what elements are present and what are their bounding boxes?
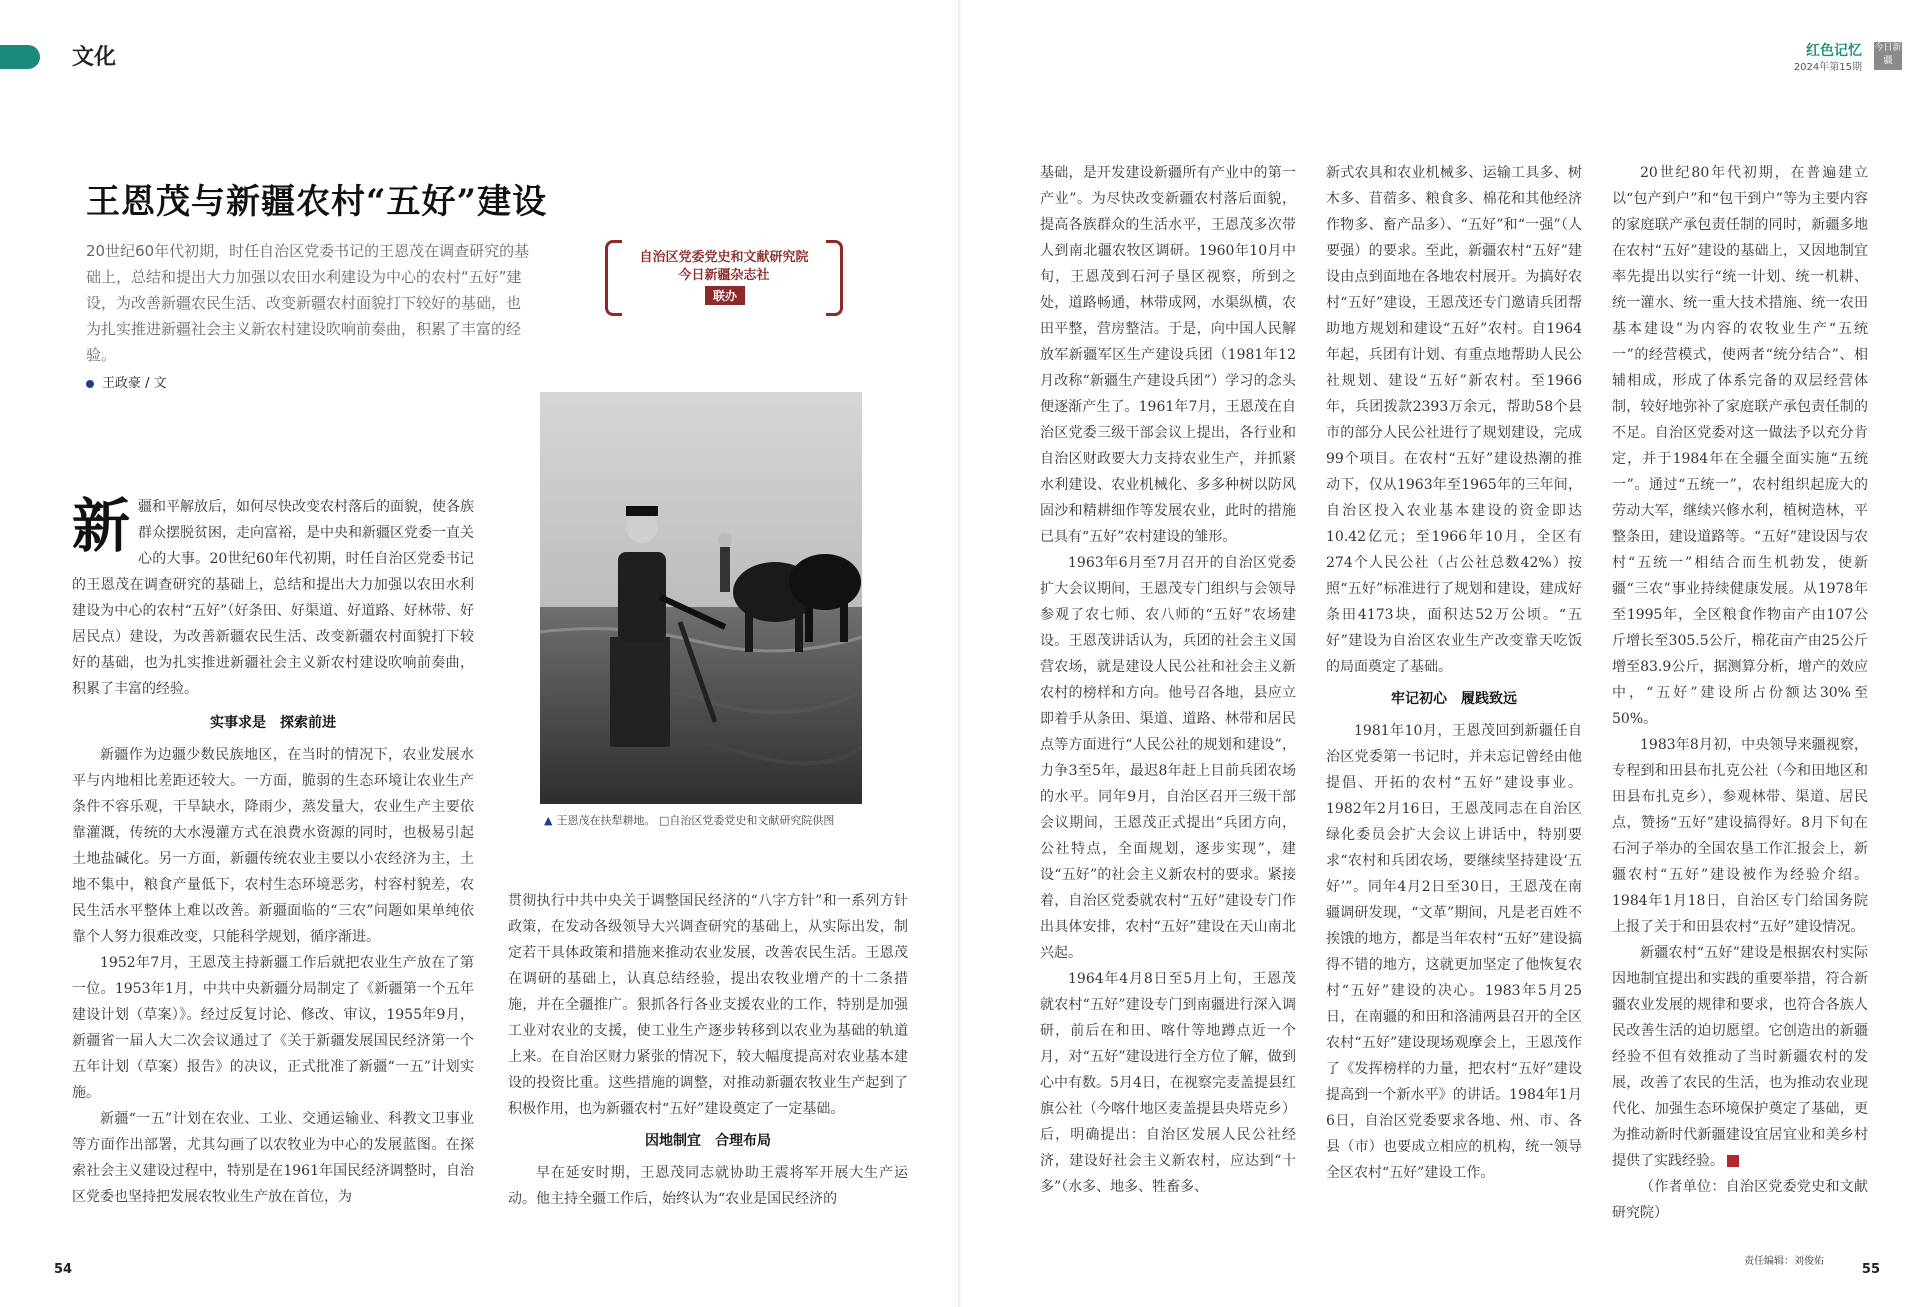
article-lead: 20世纪60年代初期，时任自治区党委书记的王恩茂在调查研究的基础上，总结和提出大力加强以农田水利建设为中心的农村“五好”建设，为改善新疆农民生活、改变新疆农村面貌打下较好的基础，也为扎实推进新疆社会主义新农村建设吹响前奏曲，积累了丰富的经验。 [86,242,530,364]
page-number-left: 54 [54,1262,73,1277]
column-5 [1612,160,1868,1226]
magazine-logo [1762,40,1902,72]
col4-paragraph-1: 1981年10月，王恩茂回到新疆任自治区党委第一书记时，并未忘记曾经由他提倡、开拓的农村“五好”建设事业。1982年2月16日，王恩茂同志在自治区绿化委员会扩大会议上讲话中，特别要求“农村和兵团农场，要继续坚持建设‘五好’”。同年4月2日至30日，王恩茂在南疆调研发现，“文革”期间，凡是老百姓不挨饿的地方，都是当年农村“五好”建设搞得不错的地方，这就更加坚定了他恢复农村“五好”建设的决心。1983年5月25日，在南疆的和田和洛浦两县召开的全区农村“五好”建设现场观摩会上，王恩茂作了《发挥榜样的力量，把农村“五好”建设提高到一个新水平》的讲话。1984年1月6日，自治区党委要求各地、州、市、各县（市）也要成立相应的机构，统一领导全区农村“五好”建设工作。 [1326,723,1582,1181]
column-4 [1326,160,1582,1186]
photo-illustration [540,392,862,804]
col1-paragraph-3: 新疆“一五”计划在农业、工业、交通运输业、科教文卫事业等方面作出部署，尤其勾画了以农牧业为中心的发展蓝图。在探索社会主义建设过程中，特别是在1961年国民经济调整时，自治区党委也坚持把发展农牧业生产放在首位，为 [72,1111,474,1205]
drop-cap: 新 [72,492,131,560]
org-line-1: 自治区党委党史和文献研究院 [639,250,809,265]
col3-paragraph-1: 1963年6月至7月召开的自治区党委扩大会议期间，王恩茂专门组织与会领导参观了农七师、农八师的“五好”农场建设。王恩茂讲话认为，兵团的社会主义国营农场，就是建设人民公社和社会主义新农村的榜样和方向。他号召各地，县应立即着手从条田、渠道、道路、林带和居民点等方面进行“人民公社的规划和建设”，力争3至5年，最迟8年赶上目前兵团农场的水平。同年9月，自治区召开三级干部会议期间，王恩茂正式提出“兵团方向，公社特点，全面规划，逐步实现”，建设“五好”的社会主义新农村的要求。紧接着，自治区党委就农村“五好”建设专门作出具体安排，农村“五好”建设在天山南北兴起。 [1040,555,1296,961]
bullet-icon [86,380,94,388]
section-label: 文化 [72,45,117,70]
issue-label: 2024年第15期 [1793,62,1862,73]
org-tag: 联办 [705,286,745,305]
page-number-right: 55 [1861,1262,1880,1277]
col3-paragraph-2: 1964年4月8日至5月上旬，王恩茂就农村“五好”建设专门到南疆进行深入调研，前后在和田、喀什等地蹲点近一个月，对“五好”建设进行全方位了解，做到心中有数。5月4日，在视察完麦盖提县红旗公社（今喀什地区麦盖提县央塔克乡）后，明确提出：自治区发展人民公社经济，建设好社会主义新农村，应达到“十多”（水多、地多、牲畜多、 [1040,971,1296,1195]
magazine-name: 红色记忆 [1806,43,1862,59]
col1-paragraph-1: 新疆作为边疆少数民族地区，在当时的情况下，农业发展水平与内地相比差距还较大。一方面，脆弱的生态环境让农业生产条件不容乐观，干旱缺水，降雨少，蒸发量大，农业生产主要依靠灌溉，传统的大水漫灌方式在浪费水资源的同时，也极易引起土地盐碱化。另一方面，新疆传统农业主要以小农经济为主，土地不集中，粮食产量低下，农村生态环境恶劣，村容村貌差，农民生活水平整体上难以改善。新疆面临的“三农”问题如果单纯依靠个人努力很难改变，只能科学规划，循序渐进。 [72,747,474,945]
col4-paragraph-0: 新式农具和农业机械多、运输工具多、树木多、苜蓿多、粮食多、棉花和其他经济作物多、畜产品多）、“五好”和“一强”（人要强）的要求。至此，新疆农村“五好”建设由点到面地在各地农村展开。为搞好农村“五好”建设，王恩茂还专门邀请兵团帮助地方规划和建设“五好”农村。自1964年起，兵团有计划、有重点地帮助人民公社规划、建设“五好”新农村。至1966年，兵团拨款2393万余元，帮助58个县市的部分人民公社进行了规划建设，完成99个项目。在农村“五好”建设热潮的推动下，仅从1963年至1965年的三年间，自治区投入农业基本建设的资金即达10.42亿元；至1966年10月，全区有274个人民公社（占公社总数42%）按照“五好”标准进行了规划和建设，建成好条田4173块，面积达52万公顷。“五好”建设为自治区农业生产改变靠天吃饭的局面奠定了基础。 [1326,165,1582,675]
article-title: 王恩茂与新疆农村“五好”建设 [86,182,548,222]
col3-paragraph-0: 基础，是开发建设新疆所有产业中的第一产业”。为尽快改变新疆农村落后面貌，提高各族群众的生活水平，王恩茂多次带人到南北疆农牧区调研。1960年10月中旬，王恩茂到石河子垦区视察，所到之处，道路畅通，林带成网，水渠纵横，农田平整，营房整洁。于是，向中国人民解放军新疆军区生产建设兵团（1981年12月改称“新疆生产建设兵团”）学习的念头便逐渐产生了。1961年7月，王恩茂在自治区党委三级干部会议上提出，各行业和自治区财政要大力支持农业生产，并抓紧水利建设、农业机械化、多多种树以防风固沙和精耕细作等发展农业，此时的措施已具有“五好”农村建设的雏形。 [1040,165,1296,545]
byline [86,372,167,391]
section-tab-marker [0,45,40,69]
col5-paragraph-3 [1612,940,1868,1174]
col5-paragraph-3-text: 新疆农村“五好”建设是根据农村实际因地制宜提出和实践的重要举措，符合新疆农业发展的规律和要求，也符合各族人民改善生活的迫切愿望。它创造出的新疆经验不但有效推动了当时新疆农村的发展，改善了农民的生活，也为推动农业现代化、加强生态环境保护奠定了基础，更为推动新时代新疆建设宜居宜业和美乡村提供了实践经验。 [1612,945,1868,1169]
col1-paragraph-2: 1952年7月，王恩茂主持新疆工作后就把农业生产放在了第一位。1953年1月，中共中央新疆分局制定了《新疆第一个五年建设计划（草案）》。经过反复讨论、修改、审议，1955年9月，新疆省一届人大二次会议通过了《关于新疆发展国民经济第一个五年计划（草案）报告》的决议，正式批准了新疆“一五”计划实施。 [72,955,474,1101]
column-3 [1040,160,1296,1200]
subheading-1: 实事求是 探索前进 [210,715,336,731]
subheading-3: 牢记初心 履践致远 [1391,691,1517,707]
author-unit: （作者单位：自治区党委党史和文献研究院） [1612,1179,1868,1221]
photo-caption [544,812,834,828]
subheading-2: 因地制宜 合理布局 [645,1133,771,1149]
intro-text: 疆和平解放后，如何尽快改变农村落后的面貌，使各族群众摆脱贫困，走向富裕，是中央和新疆区党委一直关心的大事。20世纪60年代初期，时任自治区党委书记的王恩茂在调查研究的基础上，总结和提出大力加强以农田水利建设为中心的农村“五好”（好条田、好渠道、好道路、好林带、好居民点）建设，为改善新疆农民生活、改变新疆农村面貌打下较好的基础，也为扎实推进新疆社会主义新农村建设吹响前奏曲，积累了丰富的经验。 [72,499,475,697]
byline-text: 王政豪 / 文 [102,376,167,391]
column-2 [508,888,908,1212]
intro-paragraph [72,494,474,702]
triangle-icon: ▲ [544,814,553,827]
end-mark-icon [1727,1155,1739,1167]
page-gutter [958,0,962,1307]
column-1 [72,494,474,1210]
editor-credit: 责任编辑：刘俊佑 [1744,1256,1824,1267]
magazine-badge: 今日新疆 [1874,42,1902,70]
col5-paragraph-2: 1983年8月初，中央领导来疆视察，专程到和田县布扎克公社（今和田地区和田县布扎克乡），参观林带、渠道、居民点，赞扬“五好”建设搞得好。8月下旬在石河子举办的全国农垦工作汇报会上，新疆农村“五好”建设被作为经验介绍。1984年1月18日，自治区专门给国务院上报了关于和田县农村“五好”建设情况。 [1612,737,1868,935]
org-box [605,240,843,312]
photo-caption-text: 王恩茂在扶犁耕地。 □自治区党委党史和文献研究院供图 [556,814,835,827]
col2-paragraph-2: 早在延安时期，王恩茂同志就协助王震将军开展大生产运动。他主持全疆工作后，始终认为“农业是国民经济的 [508,1165,908,1207]
historic-photo-plowing [540,392,862,804]
org-line-2: 今日新疆杂志社 [678,268,770,283]
col2-paragraph-1: 贯彻执行中共中央关于调整国民经济的“八字方针”和一系列方针政策，在发动各级领导大兴调查研究的基础上，从实际出发，制定若干具体政策和措施来推动农业发展，改善农民生活。王恩茂在调研的基础上，认真总结经验，提出农牧业增产的十二条措施，并在全疆推广。狠抓各行各业支援农业的工作，特别是加强工业对农业的支援，使工业生产逐步转移到以农业为基础的轨道上来。在自治区财力紧张的情况下，较大幅度提高对农业基本建设的投资比重。这些措施的调整，对推动新疆农牧业生产起到了积极作用，也为新疆农村“五好”建设奠定了一定基础。 [508,893,908,1117]
col5-paragraph-1: 20世纪80年代初期，在普遍建立以“包产到户”和“包干到户”等为主要内容的家庭联产承包责任制的同时，新疆多地在农村“五好”建设的基础上，又因地制宜率先提出以实行“统一计划、统一机耕、统一灌水、统一重大技术措施、统一农田基本建设”为内容的农牧业生产“五统一”的经营模式，使两者“统分结合”、相辅相成，形成了体系完备的双层经营体制，较好地弥补了家庭联产承包责任制的不足。自治区党委对这一做法予以充分肯定，并于1984年在全疆全面实施“五统一”。通过“五统一”，农村组织起庞大的劳动大军，继续兴修水利，植树造林，平整条田，建设道路等。“五好”建设因与农村“五统一”相结合而生机勃发，使新疆“三农”事业持续健康发展。从1978年至1995年，全区粮食作物亩产由107公斤增长至305.5公斤，棉花亩产由25公斤增至83.9公斤，据测算分析，增产的效应中，“五好”建设所占份额达30%至50%。 [1612,165,1868,727]
